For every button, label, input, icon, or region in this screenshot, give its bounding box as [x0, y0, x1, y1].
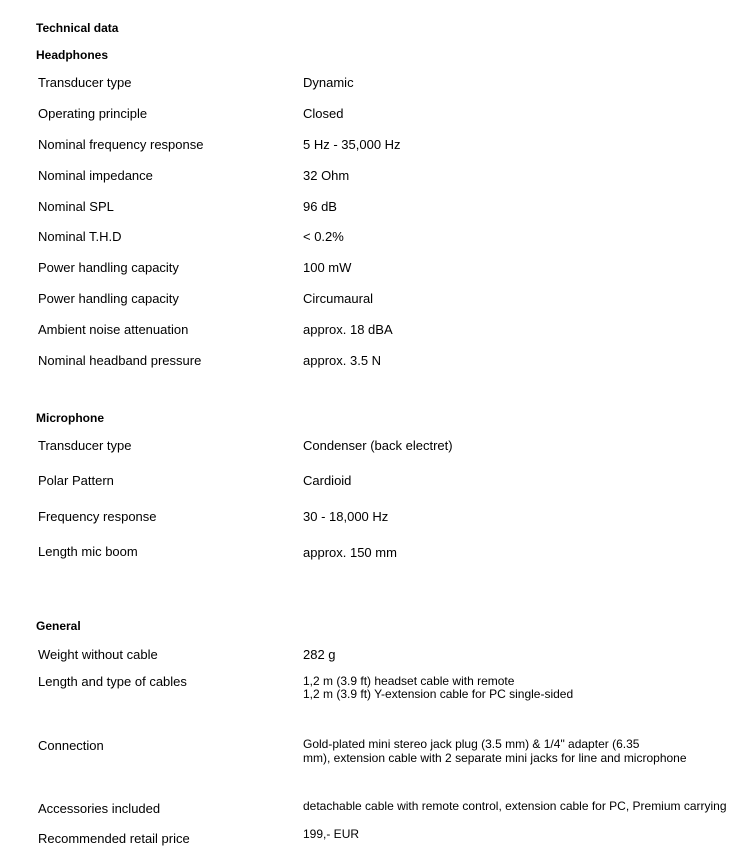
spec-label-impedance: Nominal impedance	[38, 168, 153, 183]
spec-value-connection-line-1: Gold-plated mini stereo jack plug (3.5 mm) & 1/4" adapter (6.35	[303, 737, 640, 751]
spec-label-mic-boom-length: Length mic boom	[38, 544, 138, 559]
spec-value-polar-pattern: Cardioid	[303, 473, 352, 488]
spec-label-power-handling-2: Power handling capacity	[38, 291, 179, 306]
section-heading-headphones: Headphones	[36, 48, 109, 62]
spec-value-frequency-response: 5 Hz - 35,000 Hz	[303, 137, 401, 152]
page-title: Technical data	[36, 21, 119, 35]
spec-label-weight: Weight without cable	[38, 647, 158, 662]
spec-label-cables: Length and type of cables	[38, 674, 187, 689]
spec-value-cables-line-2: 1,2 m (3.9 ft) Y-extension cable for PC single-sided	[303, 687, 574, 701]
spec-value-noise-attenuation: approx. 18 dBA	[303, 322, 393, 337]
spec-value-transducer-type: Dynamic	[303, 75, 354, 90]
spec-label-retail-price: Recommended retail price	[38, 831, 190, 846]
spec-value-thd: < 0.2%	[303, 229, 344, 244]
spec-value-mic-frequency-response: 30 - 18,000 Hz	[303, 509, 389, 524]
spec-label-transducer-type: Transducer type	[38, 75, 132, 90]
spec-label-spl: Nominal SPL	[38, 199, 114, 214]
spec-value-headband-pressure: approx. 3.5 N	[303, 353, 382, 368]
spec-label-power-handling: Power handling capacity	[38, 260, 179, 275]
spec-label-frequency-response: Nominal frequency response	[38, 137, 204, 152]
spec-value-connection-line-2: mm), extension cable with 2 separate mini jacks for line and microphone	[303, 751, 687, 765]
spec-value-mic-transducer-type: Condenser (back electret)	[303, 438, 453, 453]
spec-value-cables-line-1: 1,2 m (3.9 ft) headset cable with remote	[303, 674, 515, 688]
spec-value-power-handling: 100 mW	[303, 260, 352, 275]
spec-label-thd: Nominal T.H.D	[38, 229, 122, 244]
spec-value-retail-price: 199,- EUR	[303, 827, 360, 841]
spec-value-operating-principle: Closed	[303, 106, 344, 121]
spec-value-spl: 96 dB	[303, 199, 337, 214]
spec-label-headband-pressure: Nominal headband pressure	[38, 353, 202, 368]
section-heading-microphone: Microphone	[36, 411, 104, 425]
spec-value-power-handling-2: Circumaural	[303, 291, 374, 306]
spec-value-mic-boom-length: approx. 150 mm	[303, 545, 397, 560]
spec-label-connection: Connection	[38, 738, 104, 753]
spec-value-accessories: detachable cable with remote control, extension cable for PC, Premium carrying	[303, 799, 727, 813]
spec-value-weight: 282 g	[303, 647, 336, 662]
spec-label-operating-principle: Operating principle	[38, 106, 148, 121]
spec-value-impedance: 32 Ohm	[303, 168, 350, 183]
spec-label-accessories: Accessories included	[38, 801, 161, 816]
spec-label-mic-frequency-response: Frequency response	[38, 509, 157, 524]
spec-label-noise-attenuation: Ambient noise attenuation	[38, 322, 189, 337]
section-heading-general: General	[36, 619, 81, 633]
spec-label-mic-transducer-type: Transducer type	[38, 438, 132, 453]
spec-label-polar-pattern: Polar Pattern	[38, 473, 114, 488]
